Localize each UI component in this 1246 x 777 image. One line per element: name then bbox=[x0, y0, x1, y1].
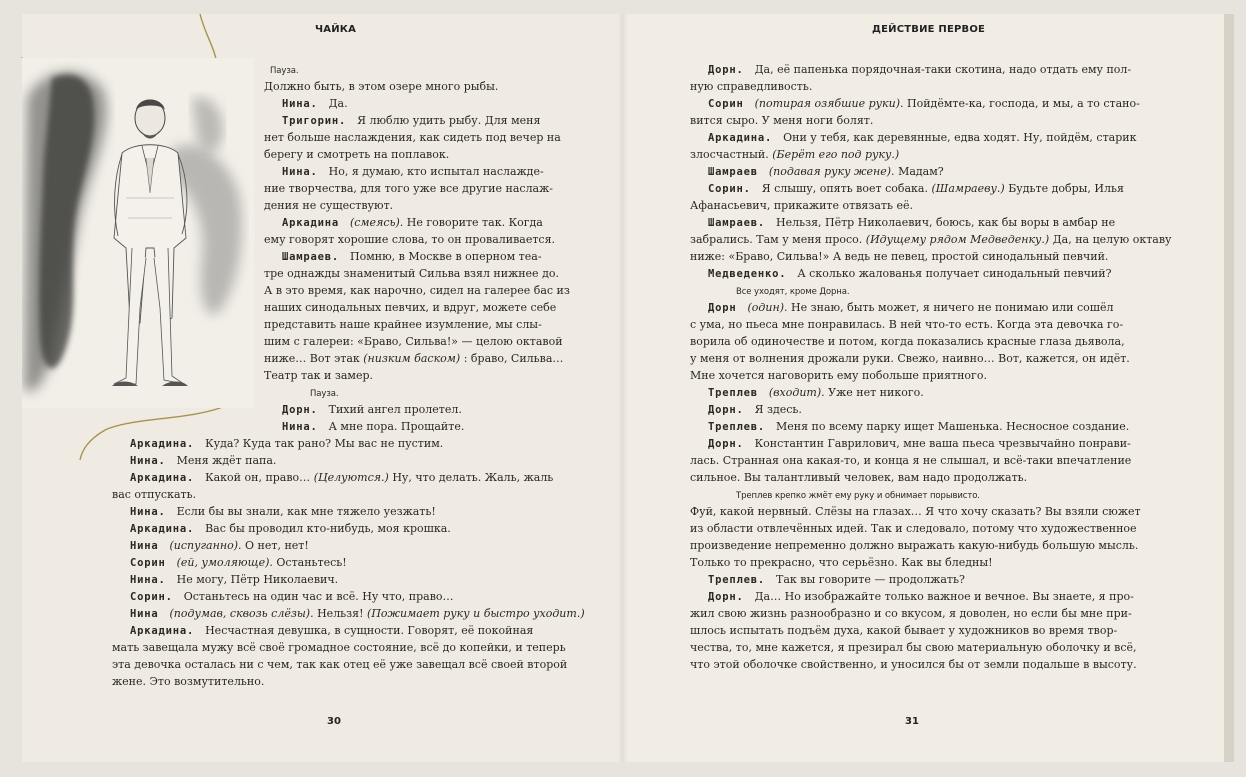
speaker-name: Тригорин. bbox=[282, 115, 347, 127]
dialogue-text: тре однажды знаменитый Сильва взял нижнее до. bbox=[264, 267, 559, 280]
text-line bbox=[690, 214, 1140, 231]
speaker-name: Нина. bbox=[282, 98, 318, 110]
text-line bbox=[112, 78, 562, 95]
speaker-name: Сорин. bbox=[130, 591, 173, 603]
dialogue-text: жил свою жизнь разнообразно и со вкусом, я доволен, но если бы мне при- bbox=[690, 607, 1132, 620]
text-line bbox=[112, 197, 562, 214]
text-line bbox=[690, 588, 1140, 605]
speaker-name: Шамраев. bbox=[708, 217, 765, 229]
dialogue-text: Да, её папенька порядочная-таки скотина, надо отдать ему пол- bbox=[754, 63, 1132, 76]
dialogue-text: у меня от волнения дрожали руки. Свежо, наивно… Вот, кажется, он идёт. bbox=[690, 352, 1130, 365]
speaker-name: Дорн. bbox=[708, 591, 744, 603]
dialogue-text: Останьтесь! bbox=[276, 556, 347, 569]
speaker-name: Треплев. bbox=[708, 421, 765, 433]
dialogue-text: Тихий ангел пролетел. bbox=[328, 403, 462, 416]
speaker-name: Нина. bbox=[130, 574, 166, 586]
dialogue-text: Останьтесь на один час и всё. Ну что, право… bbox=[183, 590, 454, 603]
text-line bbox=[690, 520, 1140, 537]
text-line bbox=[112, 316, 562, 333]
text-line bbox=[112, 146, 562, 163]
text-line bbox=[112, 163, 562, 180]
stage-direction: Треплев крепко жмёт ему руку и обнимает порывисто. bbox=[736, 491, 980, 501]
dialogue-text: жене. Это возмутительно. bbox=[112, 675, 265, 688]
dialogue-text: Я слышу, опять воет собака. bbox=[761, 182, 928, 195]
text-line bbox=[112, 435, 562, 452]
speaker-name: Аркадина. bbox=[708, 132, 773, 144]
text-line bbox=[112, 350, 562, 367]
dialogue-text: : браво, Сильва… bbox=[463, 352, 564, 365]
dialogue-text: ниже: «Браво, Сильва!» А ведь не певец, простой синодальный певчий. bbox=[690, 250, 1109, 263]
speaker-name: Треплев. bbox=[708, 574, 765, 586]
stage-remark: (Берёт его под руку.) bbox=[772, 148, 900, 161]
dialogue-text: Так вы говорите — продолжать? bbox=[775, 573, 965, 586]
dialogue-text: ние творчества, для того уже все другие наслаж- bbox=[264, 182, 553, 195]
text-line bbox=[690, 418, 1140, 435]
stage-remark: (потирая озябшие руки). bbox=[754, 97, 904, 110]
dialogue-text: ворила об одиночестве и потом, когда показались красные глаза дьявола, bbox=[690, 335, 1125, 348]
dialogue-text: Вас бы проводил кто-нибудь, моя крошка. bbox=[205, 522, 451, 535]
dialogue-text: А в это время, как нарочно, сидел на галерее бас из bbox=[264, 284, 570, 297]
speaker-name: Дорн bbox=[708, 302, 737, 314]
dialogue-text: Я люблю удить рыбу. Для меня bbox=[357, 114, 541, 127]
dialogue-text: Константин Гаврилович, мне ваша пьеса чрезвычайно понрави- bbox=[754, 437, 1131, 450]
text-line bbox=[112, 520, 562, 537]
dialogue-text: шим с галереи: «Браво, Сильва!» — целою октавой bbox=[264, 335, 563, 348]
speaker-name: Нина. bbox=[282, 421, 318, 433]
speaker-name: Треплев bbox=[708, 387, 758, 399]
dialogue-text: Не знаю, быть может, я ничего не понимаю или сошёл bbox=[791, 301, 1114, 314]
stage-remark: (один). bbox=[747, 301, 788, 314]
dialogue-text: Фуй, какой нервный. Слёзы на глазах… Я что хочу сказать? Вы взяли сюжет bbox=[690, 505, 1141, 518]
dialogue-text: ниже… Вот этак bbox=[264, 352, 360, 365]
text-line bbox=[690, 435, 1140, 452]
text-line bbox=[690, 78, 1140, 95]
dialogue-text: вится сыро. У меня ноги болят. bbox=[690, 114, 874, 127]
text-line bbox=[690, 248, 1140, 265]
text-line bbox=[112, 588, 562, 605]
dialogue-text: А сколько жалованья получает синодальный певчий? bbox=[797, 267, 1112, 280]
text-line bbox=[112, 537, 562, 554]
text-line bbox=[112, 367, 562, 384]
speaker-name: Сорин bbox=[708, 98, 744, 110]
text-line bbox=[690, 333, 1140, 350]
stage-remark: (ей, умоляюще). bbox=[176, 556, 273, 569]
dialogue-text: Не говорите так. Когда bbox=[406, 216, 543, 229]
stage-remark: (Целуются.) bbox=[313, 471, 389, 484]
speaker-name: Дорн. bbox=[282, 404, 318, 416]
text-line bbox=[690, 61, 1140, 78]
stage-remark: (смеясь). bbox=[349, 216, 404, 229]
dialogue-text: шлось испытать подъём духа, какой бывает у художников во время твор- bbox=[690, 624, 1118, 637]
text-line bbox=[690, 163, 1140, 180]
text-line bbox=[690, 554, 1140, 571]
stage-remark: (Пожимает руку и быстро уходит.) bbox=[367, 607, 585, 620]
right-running-head: ДЕЙСТВИЕ ПЕРВОЕ bbox=[872, 24, 986, 35]
stage-remark: (низким баском) bbox=[363, 352, 461, 365]
speaker-name: Дорн. bbox=[708, 438, 744, 450]
dialogue-text: Афанасьевич, прикажите отвязать её. bbox=[690, 199, 914, 212]
dialogue-text: Да. bbox=[328, 97, 348, 110]
dialogue-text: Мне хочется наговорить ему побольше приятного. bbox=[690, 369, 987, 382]
dialogue-text: Но, я думаю, кто испытал наслажде- bbox=[328, 165, 544, 178]
dialogue-text: злосчастный. bbox=[690, 148, 769, 161]
text-line bbox=[112, 486, 562, 503]
speaker-name: Сорин bbox=[130, 557, 166, 569]
text-line bbox=[690, 503, 1140, 520]
dialogue-text: нет больше наслаждения, как сидеть под вечер на bbox=[264, 131, 561, 144]
text-line bbox=[112, 112, 562, 129]
text-line bbox=[690, 384, 1140, 401]
dialogue-text: Они у тебя, как деревянные, едва ходят. Ну, пойдём, старик bbox=[783, 131, 1137, 144]
dialogue-text: Да… Но изображайте только важное и вечное. Вы знаете, я про- bbox=[754, 590, 1134, 603]
speaker-name: Шамраев. bbox=[282, 251, 339, 263]
right-page-number: 31 bbox=[905, 716, 919, 727]
text-line bbox=[112, 656, 568, 673]
book-gutter bbox=[618, 14, 628, 762]
text-line bbox=[112, 622, 562, 639]
text-line bbox=[690, 486, 1140, 503]
stage-remark: (подумав, сквозь слёзы). bbox=[169, 607, 314, 620]
text-line bbox=[690, 605, 1140, 622]
speaker-name: Аркадина. bbox=[130, 523, 195, 535]
speaker-name: Дорн. bbox=[708, 404, 744, 416]
text-line bbox=[112, 180, 562, 197]
dialogue-text: Несчастная девушка, в сущности. Говорят, её покойная bbox=[205, 624, 534, 637]
dialogue-text: Театр так и замер. bbox=[264, 369, 374, 382]
text-line bbox=[112, 282, 570, 299]
text-line bbox=[690, 469, 1140, 486]
dialogue-text: Будьте добры, Илья bbox=[1008, 182, 1124, 195]
dialogue-text: мать завещала мужу всё своё громадное состояние, всё до копейки, и теперь bbox=[112, 641, 566, 654]
text-line bbox=[112, 214, 562, 231]
dialogue-text: О нет, нет! bbox=[245, 539, 309, 552]
dialogue-text: Нельзя! bbox=[317, 607, 364, 620]
dialogue-text: берегу и смотреть на поплавок. bbox=[264, 148, 450, 161]
text-line bbox=[690, 537, 1140, 554]
text-line bbox=[690, 367, 1140, 384]
text-line bbox=[112, 384, 562, 401]
dialogue-text: сильное. Вы талантливый человек, вам надо продолжать. bbox=[690, 471, 1028, 484]
dialogue-text: эта девочка осталась ни с чем, так как отец её уже завещал всё своей второй bbox=[112, 658, 568, 671]
text-line bbox=[690, 265, 1140, 282]
dialogue-text: Ну, что делать. Жаль, жаль bbox=[392, 471, 554, 484]
text-line bbox=[112, 554, 562, 571]
text-line bbox=[690, 656, 1140, 673]
text-line bbox=[690, 316, 1140, 333]
left-page-number: 30 bbox=[327, 716, 341, 727]
text-line bbox=[112, 248, 562, 265]
dialogue-text: Должно быть, в этом озере много рыбы. bbox=[264, 80, 499, 93]
dialogue-text: ему говорят хорошие слова, то он проваливается. bbox=[264, 233, 556, 246]
dialogue-text: произведение непременно должно выражать какую-нибудь большую мысль. bbox=[690, 539, 1139, 552]
text-line bbox=[690, 401, 1140, 418]
text-line bbox=[112, 418, 562, 435]
dialogue-text: Да, на целую октаву bbox=[1052, 233, 1172, 246]
text-line bbox=[112, 503, 562, 520]
stage-direction: Пауза. bbox=[310, 389, 339, 399]
text-line bbox=[112, 452, 562, 469]
dialogue-text: Меня по всему парку ищет Машенька. Несносное создание. bbox=[775, 420, 1130, 433]
dialogue-text: дения не существуют. bbox=[264, 199, 394, 212]
page-edge bbox=[1224, 14, 1234, 762]
speaker-name: Аркадина. bbox=[130, 625, 195, 637]
text-line bbox=[112, 639, 566, 656]
dialogue-text: из области отвлечённых идей. Так и следовало, потому что художественное bbox=[690, 522, 1137, 535]
text-line bbox=[112, 95, 562, 112]
speaker-name: Нина. bbox=[130, 455, 166, 467]
text-line bbox=[112, 333, 562, 350]
text-line bbox=[112, 605, 585, 622]
text-line bbox=[112, 571, 562, 588]
speaker-name: Нина bbox=[130, 540, 159, 552]
text-line bbox=[690, 95, 1140, 112]
stage-remark: (Шамраеву.) bbox=[931, 182, 1005, 195]
dialogue-text: Нельзя, Пётр Николаевич, боюсь, как бы воры в амбар не bbox=[775, 216, 1116, 229]
text-line bbox=[690, 350, 1140, 367]
dialogue-text: представить наше крайнее изумление, мы слы- bbox=[264, 318, 542, 331]
text-line bbox=[690, 639, 1140, 656]
dialogue-text: Пойдёмте-ка, господа, и мы, а то стано- bbox=[907, 97, 1140, 110]
dialogue-text: А мне пора. Прощайте. bbox=[328, 420, 465, 433]
stage-remark: (подавая руку жене). bbox=[768, 165, 895, 178]
dialogue-text: Помню, в Москве в оперном теа- bbox=[349, 250, 542, 263]
text-line bbox=[112, 231, 562, 248]
right-text-column bbox=[690, 61, 1172, 673]
stage-direction: Пауза. bbox=[270, 66, 299, 76]
speaker-name: Медведенко. bbox=[708, 268, 787, 280]
stage-remark: (испуганно). bbox=[169, 539, 242, 552]
dialogue-text: что этой оболочке свойственно, и уносился бы от земли подальше в высоту. bbox=[690, 658, 1137, 671]
text-line bbox=[690, 571, 1140, 588]
dialogue-text: с ума, но пьеса мне понравилась. В ней что-то есть. Когда эта девочка го- bbox=[690, 318, 1124, 331]
text-line bbox=[690, 180, 1140, 197]
dialogue-text: лась. Странная она какая-то, и конца я не слышал, и всё-таки впечатление bbox=[690, 454, 1132, 467]
speaker-name: Аркадина. bbox=[130, 438, 195, 450]
text-line bbox=[690, 452, 1140, 469]
dialogue-text: Я здесь. bbox=[754, 403, 802, 416]
dialogue-text: Уже нет никого. bbox=[828, 386, 924, 399]
speaker-name: Дорн. bbox=[708, 64, 744, 76]
left-running-head: ЧАЙКА bbox=[315, 24, 357, 35]
left-text-column bbox=[112, 61, 585, 690]
text-line bbox=[690, 231, 1172, 248]
text-line bbox=[112, 129, 562, 146]
text-line bbox=[690, 112, 1140, 129]
text-line bbox=[112, 61, 562, 78]
speaker-name: Шамраев bbox=[708, 166, 758, 178]
speaker-name: Нина bbox=[130, 608, 159, 620]
dialogue-text: вас отпускать. bbox=[112, 488, 197, 501]
dialogue-text: Только то прекрасно, что серьёзно. Как вы бледны! bbox=[690, 556, 993, 569]
dialogue-text: чества, то, мне кажется, я презирал бы свою материальную оболочку и всё, bbox=[690, 641, 1137, 654]
text-line bbox=[112, 299, 562, 316]
text-line bbox=[690, 129, 1140, 146]
dialogue-text: забрались. Там у меня просо. bbox=[690, 233, 863, 246]
speaker-name: Сорин. bbox=[708, 183, 751, 195]
text-line bbox=[690, 146, 1140, 163]
dialogue-text: Какой он, право… bbox=[205, 471, 311, 484]
dialogue-text: Не могу, Пётр Николаевич. bbox=[176, 573, 339, 586]
dialogue-text: Если бы вы знали, как мне тяжело уезжать! bbox=[176, 505, 436, 518]
stage-remark: (Идущему рядом Медведенку.) bbox=[865, 233, 1050, 246]
speaker-name: Аркадина bbox=[282, 217, 339, 229]
text-line bbox=[112, 673, 562, 690]
text-line bbox=[112, 265, 562, 282]
dialogue-text: Куда? Куда так рано? Мы вас не пустим. bbox=[205, 437, 444, 450]
text-line bbox=[690, 622, 1140, 639]
stage-remark: (входит). bbox=[768, 386, 825, 399]
text-line bbox=[690, 197, 1140, 214]
dialogue-text: Мадам? bbox=[898, 165, 944, 178]
speaker-name: Нина. bbox=[282, 166, 318, 178]
dialogue-text: ную справедливость. bbox=[690, 80, 813, 93]
dialogue-text: наших синодальных певчих, и вдруг, можете себе bbox=[264, 301, 557, 314]
dialogue-text: Меня ждёт папа. bbox=[176, 454, 277, 467]
text-line bbox=[690, 299, 1140, 316]
text-line bbox=[690, 282, 1140, 299]
speaker-name: Нина. bbox=[130, 506, 166, 518]
text-line bbox=[112, 401, 562, 418]
speaker-name: Аркадина. bbox=[130, 472, 195, 484]
stage-direction: Все уходят, кроме Дорна. bbox=[736, 287, 850, 297]
text-line bbox=[112, 469, 562, 486]
